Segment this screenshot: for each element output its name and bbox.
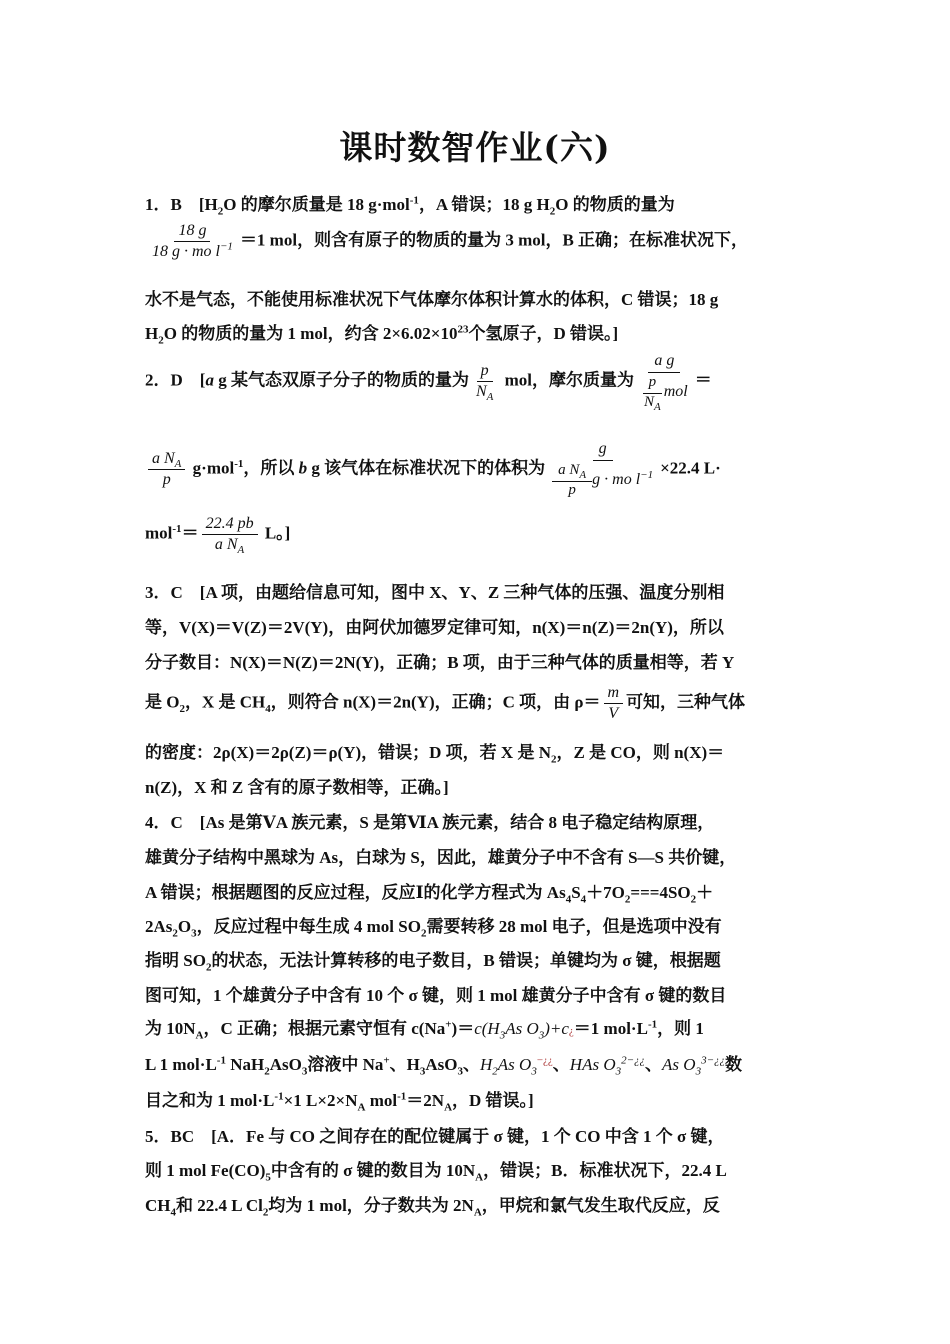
- answer-1-line-1: 1．B [$H_2O$ 的摩尔质量是 18 g·mol$^{-1}$，A 错误；18 g $H_2O$ 的物质的量为: [145, 194, 675, 218]
- answer-3-line-3: 分子数目：N(X)＝N(Z)＝2N(Y)，正确；B 项，由于三种气体的质量相等，若 Y: [145, 653, 735, 672]
- answer-5-line-1: 5．BC [A．Fe 与 CO 之间存在的配位键属于 σ 键，1 个 CO 中含 1 个 σ 键，: [145, 1127, 725, 1146]
- answer-1-line-4: $H_2O$ 的物质的量为 1 mol，约含 $2\times 6.02\times 10^{23}$个氢原子，D 错误。]: [145, 323, 619, 347]
- answer-3-line-4: 是 $O_2$，X 是 $CH_4$，则符合 n(X)＝2n(Y)，正确；C 项，由 ρ＝ $\frac{m}{V}$ 可知，三种气体: [145, 684, 746, 722]
- answer-4-line-9: 目之和为 1 $mol\cdot L^{-1}\times 1$ $L\times 2\times N_A$ $mol^{-1}=2N_A$，D 错误。]: [145, 1090, 534, 1114]
- fraction-aNA-over-p: $\frac{a N_A}{p}$: [148, 450, 185, 489]
- fraction-density: $\frac{m}{V}$: [604, 684, 624, 723]
- answer-1-line-2: $\frac{18 g}{18 g \cdot mo l^{-1}}$ ＝1 mol，则含有原子的物质的量为 3 mol，B 正确；在标准状况下，: [145, 222, 748, 261]
- answer-4-line-1: 4．C [As 是第ⅤA 族元素，S 是第ⅥA 族元素，结合 8 电子稳定结构原理，: [145, 813, 715, 832]
- fraction-volume: g $\frac{a N_A}{p}$ g · mo $l^{-1}$: [548, 440, 657, 499]
- answer-2-line-2: $\frac{a N_A}{p}$ g·mol$^{-1}$，所以 b g 该气体在标准状况下的体积为 g $\frac{a N_A}{p}$ g · mo $l^{-1}$ ×22.4 L·: [145, 440, 721, 499]
- answer-4-line-3: A 错误；根据题图的反应过程，反应Ⅰ的化学方程式为 $As_4S_4+7O_2===4SO_2+$: [145, 883, 714, 906]
- page-title: 课时数智作业(六): [339, 128, 611, 167]
- answer-4-line-7: 为 $10N_A$，C 正确；根据元素守恒有 $c(Na^+)=c(H_3As$ $O_3)+c¿=1$ $mol\cdot L^{-1}$，则 1: [145, 1018, 704, 1042]
- answer-4-line-2: 雄黄分子结构中黑球为 As，白球为 S，因此，雄黄分子中不含有 S—S 共价键，: [145, 848, 737, 867]
- answer-4-line-8: L 1 $mol\cdot L^{-1}$ NaH$_2$AsO$_3$溶液中 Na+、$H_3AsO_3$、$H_2As$ $O_3^{-¿¿}$、HAs $O_3^{2-¿¿}$、As $O_3^{3-¿¿}$数: [145, 1054, 743, 1078]
- answer-3-line-6: n(Z)，X 和 Z 含有的原子数相等，正确。]: [145, 778, 449, 797]
- answer-4-line-5: 指明 $SO_2$的状态，无法计算转移的电子数目，B 错误；单键均为 σ 键，根据题: [145, 951, 721, 974]
- answer-3-line-5: 的密度：2ρ(X)＝2ρ(Z)＝ρ(Y)，错误；D 项，若 X 是 $N_2$，Z 是 CO，则 n(X)＝: [145, 743, 725, 766]
- fraction-mass-over-molar-mass: $\frac{18 g}{18 g \cdot mo l^{-1}}$: [152, 222, 233, 260]
- answer-2-line-1: 2．D [a g 某气态双原子分子的物质的量为 $\frac{p}{N_A}$ mol，摩尔质量为 a g $\frac{p}{N_A}$ mol ＝: [145, 352, 712, 413]
- fraction-p-over-NA: $\frac{p}{N_A}$: [475, 362, 494, 404]
- answer-4-line-4: $2As_2O_3$，反应过程中每生成 4 mol $SO_2$需要转移 28 mol 电子，但是选项中没有: [145, 917, 722, 940]
- answer-1-line-3: 水不是气态，不能使用标准状况下气体摩尔体积计算水的体积，C 错误；18 g: [145, 290, 719, 309]
- answer-5-line-3: $CH_4$和 22.4 L $Cl_2$均为 1 mol，分子数共为 $2N_A$，甲烷和氯气发生取代反应，反: [145, 1196, 720, 1219]
- fraction-molar-mass: a g $\frac{p}{N_A}$ mol: [644, 352, 688, 413]
- answer-3-line-1: 3．C [A 项，由题给信息可知，图中 X、Y、Z 三种气体的压强、温度分别相: [145, 583, 725, 602]
- answer-3-line-2: 等，V(X)＝V(Z)＝2V(Y)，由阿伏加德罗定律可知，n(X)＝n(Z)＝2n(Y)，所以: [145, 618, 724, 637]
- fraction-volume-result: $\frac{22.4 pb}{a N_A}$: [202, 515, 258, 554]
- answer-2-line-3: mol$^{-1}$＝ $\frac{22.4 pb}{a N_A}$ L。]: [145, 515, 291, 557]
- answer-4-line-6: 图可知，1 个雄黄分子中含有 10 个 σ 键，则 1 mol 雄黄分子中含有 σ 键的数目: [145, 986, 727, 1005]
- answer-5-line-2: 则 1 mol $Fe(CO)_5$中含有的 σ 键的数目为 $10N_A$，错误；B．标准状况下，22.4 L: [145, 1161, 727, 1184]
